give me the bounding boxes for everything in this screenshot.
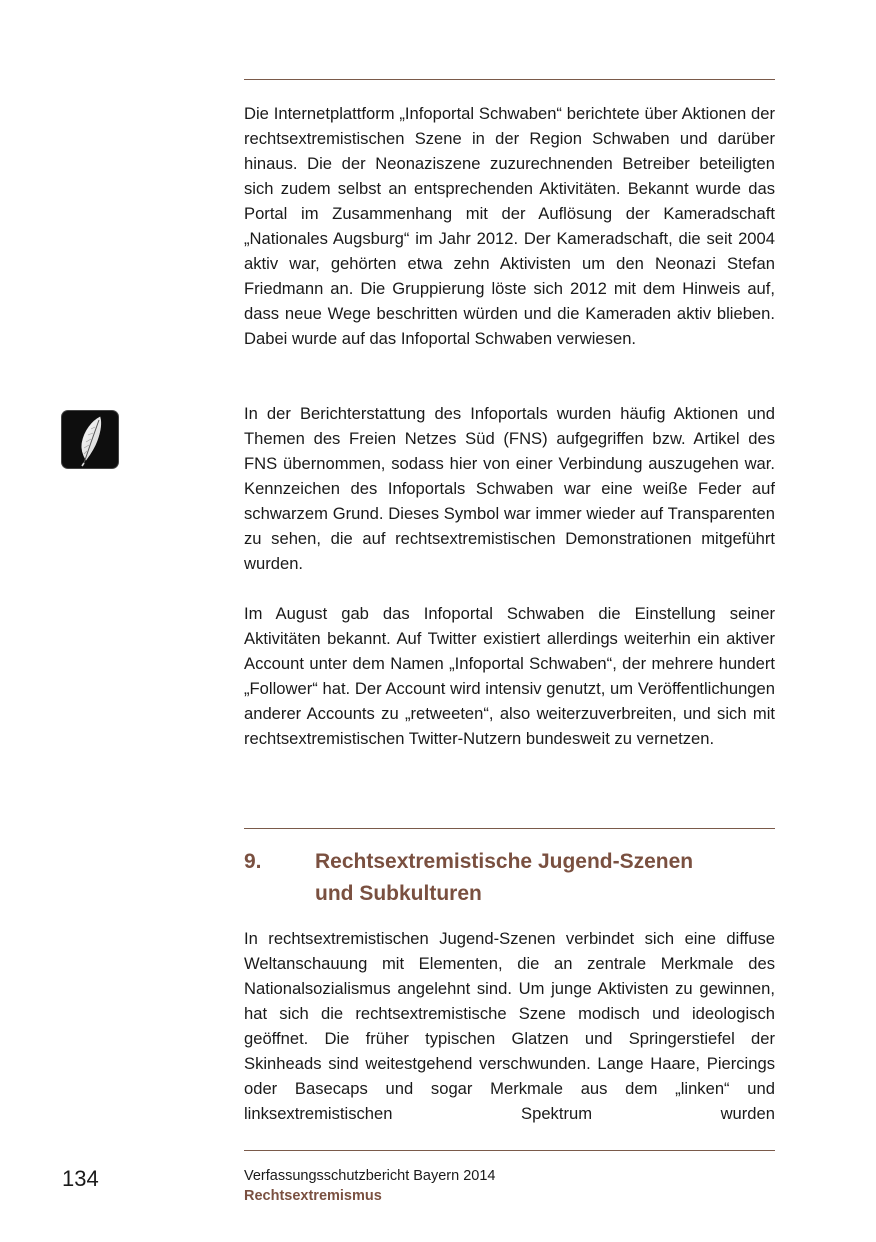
paragraph-infoportal-reporting: In der Berichterstattung des Infoportals wurden häufig Aktionen und Themen des Freien Netzes Süd (FNS) aufgegriffen bzw. Artikel des FNS übernommen, sodass hier von einer Verbindung auszugehen war. Kennzeichen des Infoportals Schwaben war eine weiße Feder auf schwarzem Grund. Dieses Symbol war immer wieder auf Transparenten zu sehen, die auf rechtsextremistischen Demonstrationen mitgeführt wurden. [244, 404, 775, 573]
footer-chapter: Rechtsextremismus [244, 1188, 382, 1204]
section-title [315, 846, 775, 910]
section-rule [244, 828, 775, 829]
section-number: 9. [244, 850, 262, 873]
footer-publication: Verfassungsschutzbericht Bayern 2014 [244, 1168, 496, 1184]
top-rule [244, 79, 775, 80]
section-heading [244, 846, 775, 910]
paragraph-infoportal-twitter: Im August gab das Infoportal Schwaben die Einstellung seiner Aktivitäten bekannt. Auf Twitter existiert allerdings weiterhin ein aktiver Account unter dem Namen „Infoportal Schwaben“, der mehrere hundert „Follower“ hat. Der Account wird intensiv genutzt, um Veröffentlichungen anderer Accounts zu „retweeten“, also weiterzuverbreiten, und sich mit rechtsextremistischen Twitter-Nutzern bundesweit zu vernetzen. [244, 604, 775, 748]
section-title-line-1: Rechtsextremistische Jugend-Szenen [315, 850, 694, 873]
page-number: 134 [62, 1166, 99, 1191]
paragraph-youth-scenes: In rechtsextremistischen Jugend-Szenen verbindet sich eine diffuse Weltanschauung mit Elementen, die an zentrale Merkmale des Nationalsozialismus angelehnt sind. Um junge Aktivisten zu gewinnen, hat sich die rechtsextremistische Szene modisch und ideologisch geöffnet. Die früher typischen Glatzen und Springerstiefel der Skinheads sind weitestgehend verschwunden. Lange Haare, Piercings oder Basecaps und sogar Merkmale aus dem „linken“ und linksextremistischen Spektrum wurden [244, 929, 775, 1123]
section-title-line-2: und Subkulturen [315, 882, 482, 905]
footer-rule [244, 1150, 775, 1151]
paragraph-infoportal-intro: Die Internetplattform „Infoportal Schwaben“ berichtete über Aktionen der rechtsextremistischen Szene in der Region Schwaben und darüber hinaus. Die der Neonaziszene zuzurechnenden Betreiber beteiligten sich zudem selbst an entsprechenden Aktivitäten. Bekannt wurde das Portal im Zusammenhang mit der Auflösung der Kameradschaft „Nationales Augsburg“ im Jahr 2012. Der Kameradschaft, die seit 2004 aktiv war, gehörten etwa zehn Aktivisten um den Neonazi Stefan Friedmann an. Die Gruppierung löste sich 2012 mit dem Hinweis auf, dass neue Wege beschritten würden und die Kameraden aktiv blieben. Dabei wurde auf das Infoportal Schwaben verwiesen. [244, 104, 775, 348]
white-feather-icon [62, 411, 118, 468]
